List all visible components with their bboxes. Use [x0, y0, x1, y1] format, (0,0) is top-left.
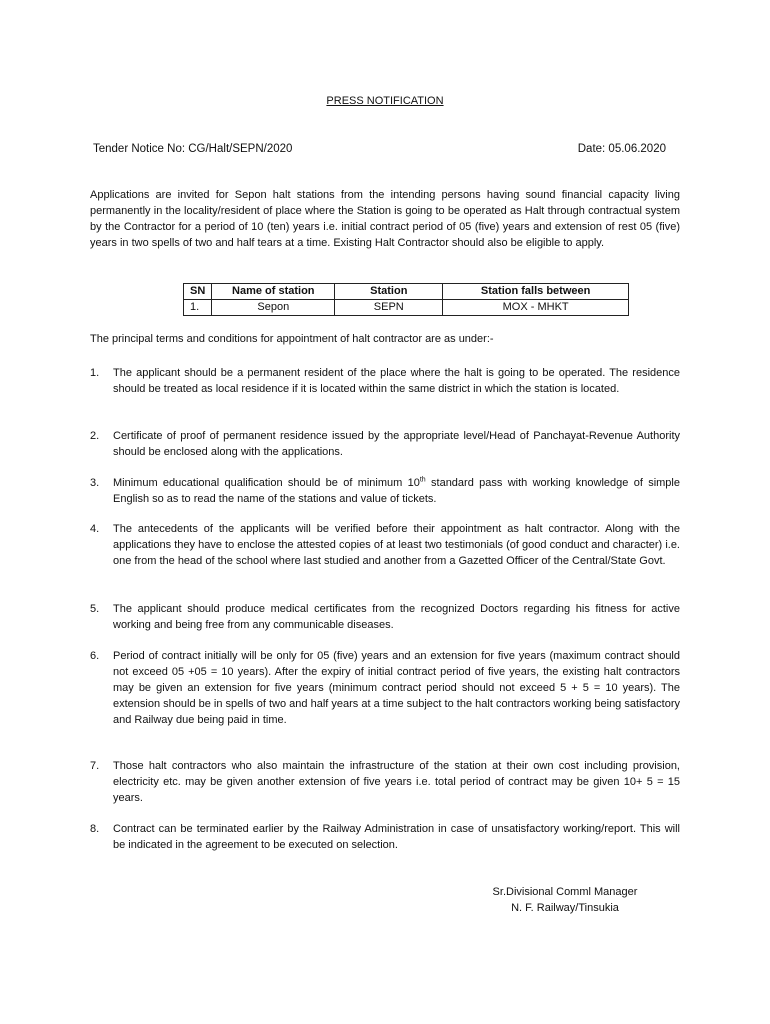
column-header-station: Station [335, 284, 443, 300]
signatory-title: Sr.Divisional Comml Manager [492, 886, 638, 898]
intro-paragraph: Applications are invited for Sepon halt stations from the intending persons having sound financial capacity living permanently in the locality/resident of place where the Station is going to be operated as Halt through contractual system by the Contractor for a period of 10 (ten) years i.e. initial contract period of 05 (five) years and extension of rest 05 (five) years in two spells of two and half tears at a time. Existing Halt Contractor should also be eligible to apply. [90, 189, 680, 249]
list-item [90, 648, 680, 728]
tender-notice-number: Tender Notice No: CG/Halt/SEPN/2020 [93, 143, 293, 155]
term-text: Period of contract initially will be only for 05 (five) years and an extension for five years (maximum contract should not exceed 05 +05 = 10 years). After the expiry of initial contract period of five years, the existing halt contractors may be given an extension for five years (minimum contract period should not exceed 5 + 5 = 10 years). The extension should be in spells of two and half years at a time subject to the halt contractors working being satisfactory and Railway due being paid in time. [113, 650, 680, 726]
notice-date: Date: 05.06.2020 [577, 143, 666, 155]
signatory-office: N. F. Railway/Tinsukia [511, 902, 619, 914]
term-text [113, 475, 680, 507]
list-item [90, 758, 680, 806]
column-header-sn: SN [184, 284, 212, 300]
term-text: Certificate of proof of permanent residence issued by the appropriate level/Head of Panchayat-Revenue Authority should be enclosed along with the applications. [113, 430, 680, 458]
term-text-part: Minimum educational qualification should be of minimum 10 [113, 477, 420, 489]
cell-falls-between: MOX - MHKT [443, 300, 629, 316]
term-text: Contract can be terminated earlier by the Railway Administration in case of unsatisfactory working/report. This will be indicated in the agreement to be executed on selection. [113, 823, 680, 851]
term-text: The applicant should be a permanent resident of the place where the halt is going to be operated. The residence should be treated as local residence if it is located within the same district in which the station is located. [113, 367, 680, 395]
table-row [184, 300, 629, 316]
page-title: PRESS NOTIFICATION [326, 95, 444, 107]
term-number: 8. [90, 823, 100, 835]
term-text: The antecedents of the applicants will be verified before their appointment as halt contractor. Along with the applications they have to enclose the attested copies of at least two testimonials (of good conduct and character) i.e. one from the head of the school where last studied and another from a Gazetted Officer of the Central/State Govt. [113, 523, 680, 567]
cell-station-code: SEPN [335, 300, 443, 316]
list-item [90, 475, 680, 507]
term-text: Those halt contractors who also maintain the infrastructure of the station at their own cost including provision, electricity etc. may be given another extension of five years i.e. total period of contract may be given 10+ 5 = 15 years. [113, 760, 680, 804]
list-item [90, 601, 680, 633]
term-number: 5. [90, 603, 100, 615]
table-header-row [184, 284, 629, 300]
signature-block [470, 884, 660, 916]
term-number: 4. [90, 523, 100, 535]
column-header-falls-between: Station falls between [443, 284, 629, 300]
list-item [90, 428, 680, 460]
term-number: 1. [90, 367, 100, 379]
term-number: 6. [90, 650, 100, 662]
list-item [90, 521, 680, 569]
superscript: th [419, 476, 426, 484]
term-number: 2. [90, 430, 100, 442]
station-table [183, 283, 629, 316]
term-number: 7. [90, 760, 100, 772]
term-number: 3. [90, 477, 100, 489]
list-item [90, 365, 680, 397]
cell-sn: 1. [184, 300, 212, 316]
term-text: The applicant should produce medical certificates from the recognized Doctors regarding his fitness for active working and being free from any communicable diseases. [113, 603, 680, 631]
list-item [90, 821, 680, 853]
term-text-part: standard pass with working knowledge of simple English so as to read the name of the stations and value of tickets. [113, 477, 680, 505]
terms-intro: The principal terms and conditions for appointment of halt contractor are as under:- [90, 333, 494, 345]
column-header-name: Name of station [212, 284, 335, 300]
cell-station-name: Sepon [212, 300, 335, 316]
